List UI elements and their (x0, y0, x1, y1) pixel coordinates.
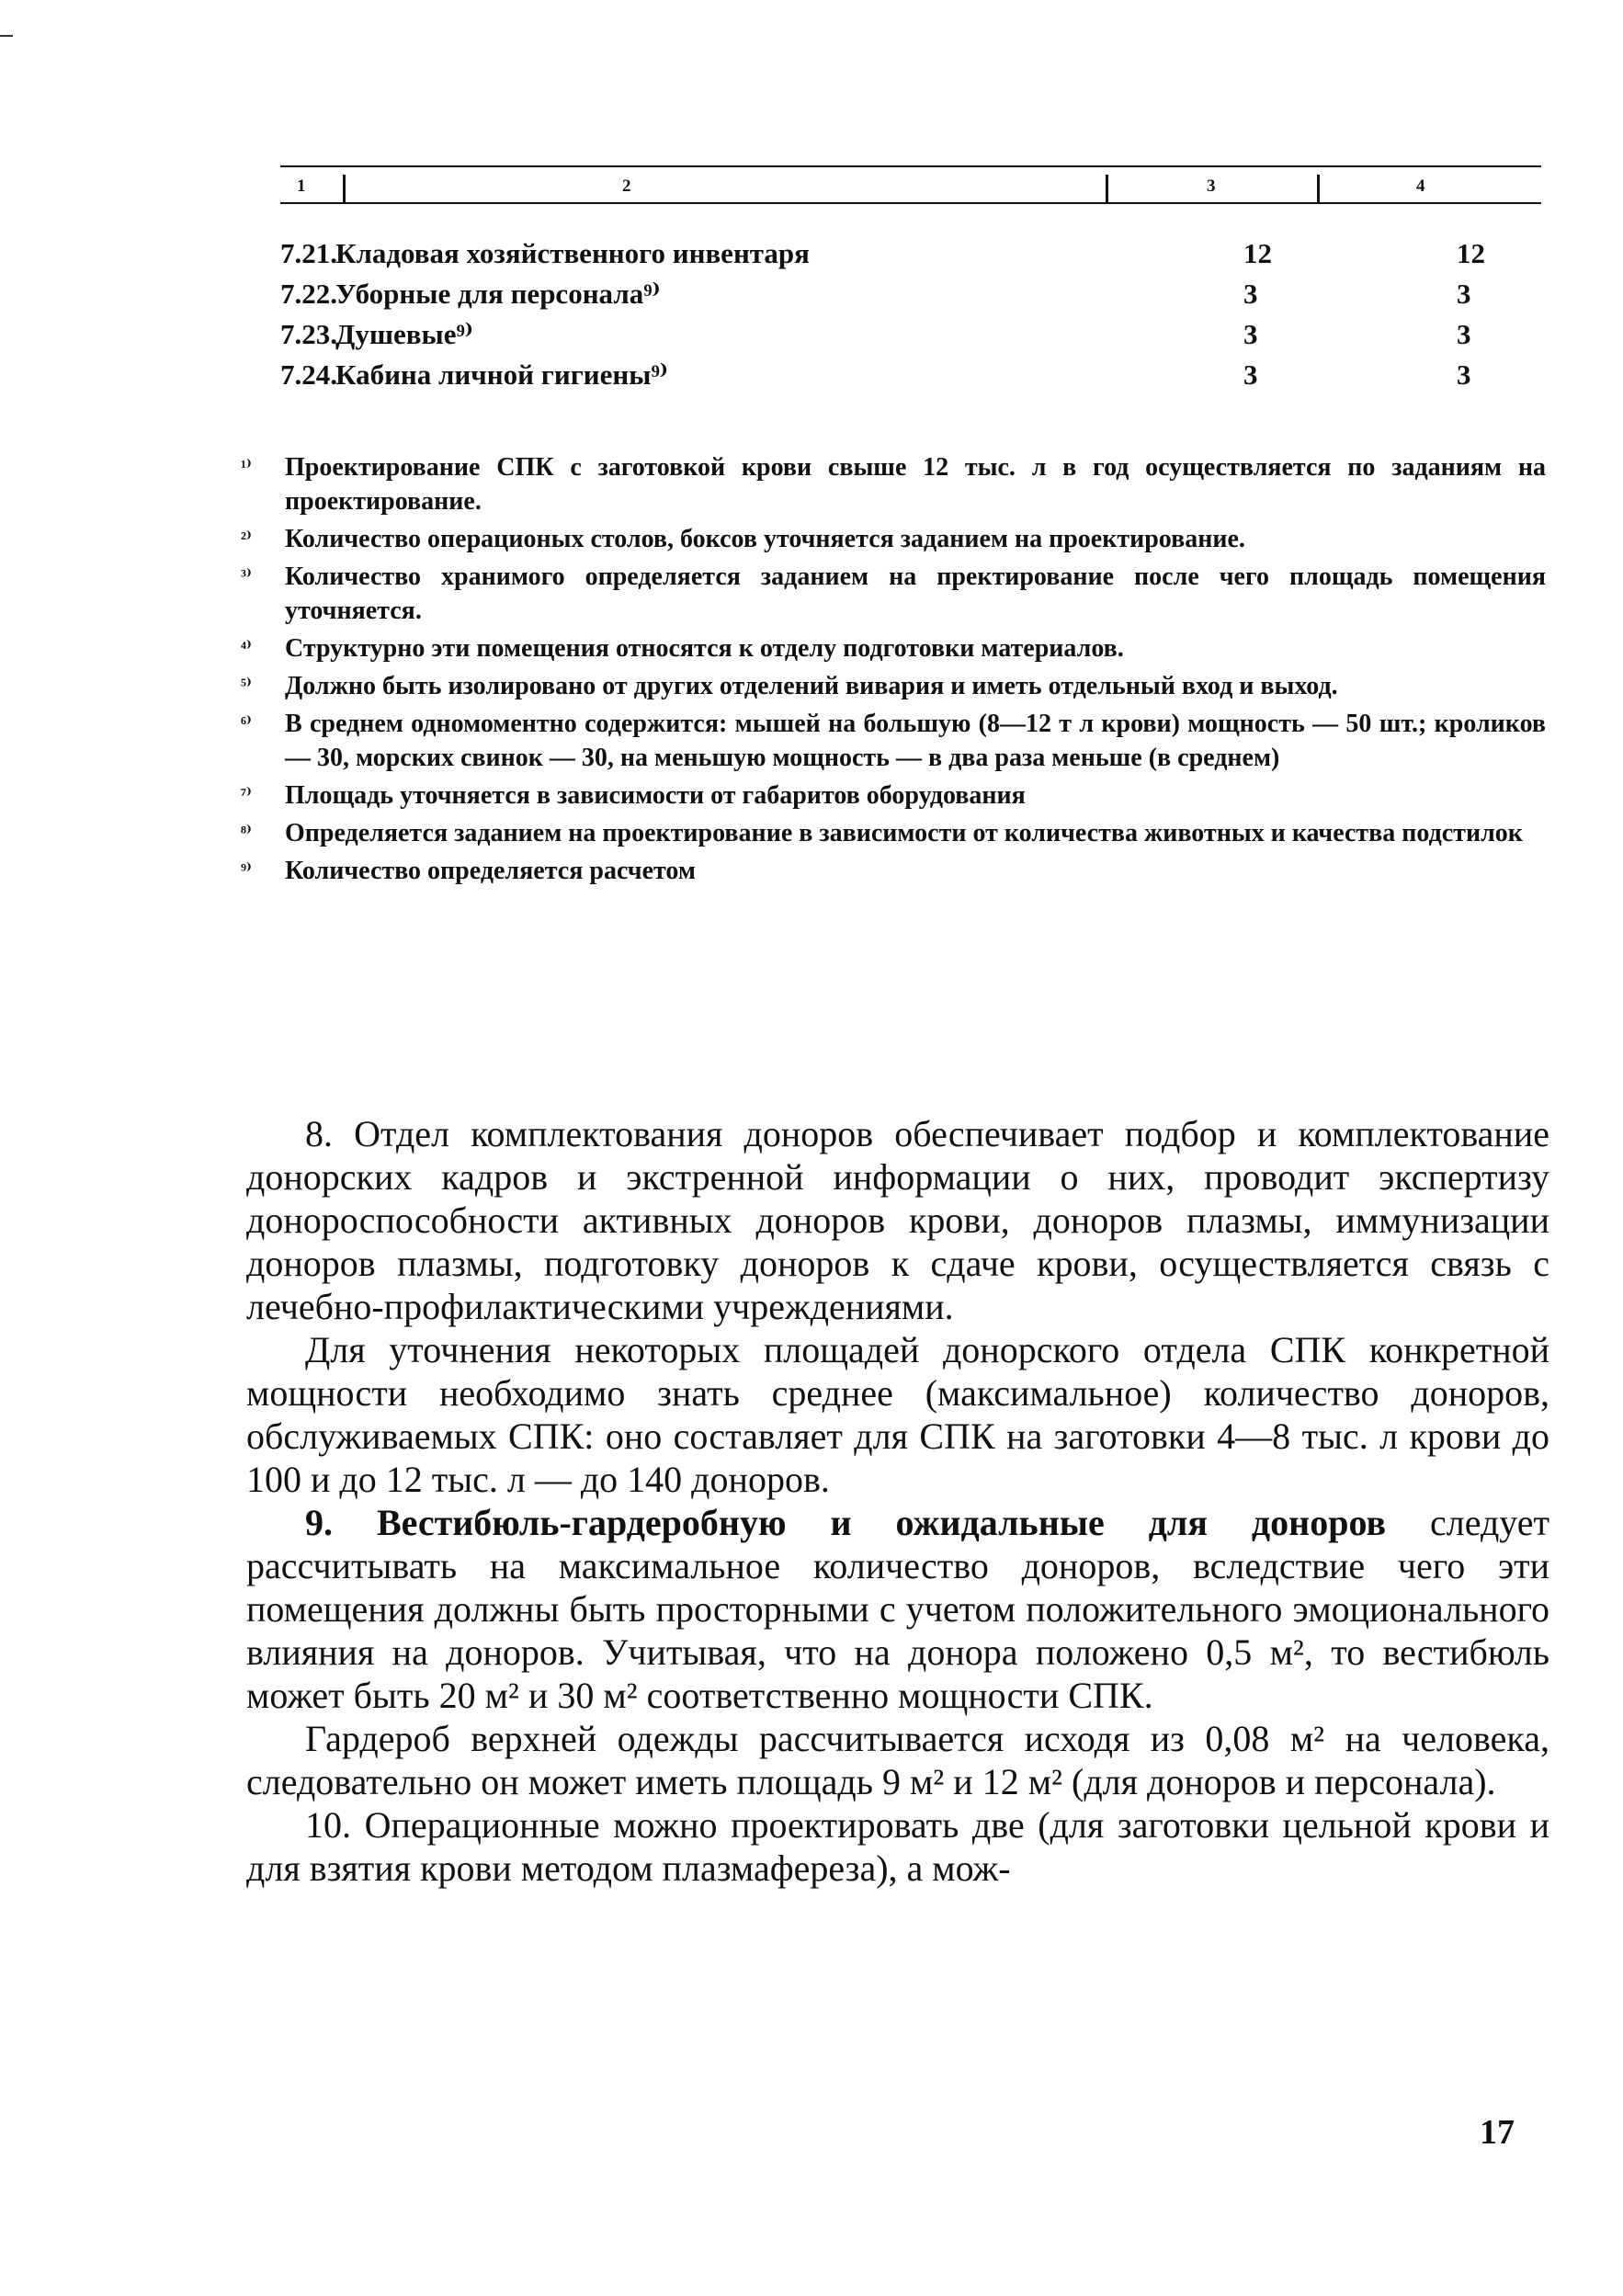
value-col-4: 3 (1457, 358, 1471, 391)
column-header-3: 3 (1207, 176, 1216, 196)
footnote-text: Количество операционых столов, боксов уточняется заданием на проектирование. (285, 525, 1245, 553)
room-name: Душевые⁹⁾ (335, 318, 473, 350)
row-number: 7.24. (280, 358, 337, 391)
footnote (241, 854, 1546, 888)
column-header-1: 1 (297, 176, 306, 196)
footnote-text: Количество определяется расчетом (285, 857, 696, 885)
footnotes (241, 450, 1546, 892)
table-row (280, 358, 1549, 399)
header-bottom-rule (280, 202, 1541, 204)
value-col-4: 3 (1457, 318, 1471, 350)
footnote-text: Количество хранимого определяется заданием на пректирование после чего площадь помещения уточняется. (285, 563, 1546, 625)
row-number: 7.23. (280, 318, 337, 350)
table-row (280, 278, 1549, 318)
footnote-mark: ³⁾ (241, 566, 252, 586)
footnote-mark: ⁵⁾ (241, 676, 252, 696)
header-divider (1106, 175, 1108, 204)
room-name: Кабина личной гигиены⁹⁾ (335, 358, 668, 391)
footnote-text: Определяется заданием на проектирование в зависимости от количества животных и качества подстилок (285, 819, 1523, 847)
paragraph-8: 8. Отдел комплектования доноров обеспечивает подбор и комплектование донорских кадров и экстренной информации о них, проводит экспертизу донороспособности активных доноров крови, доноров плазмы, иммунизации доноров плазмы, подготовку доноров к сдаче крови, осуществляется связь с лечебно-профилактическими учреждениями. (246, 1113, 1549, 1327)
main-text (246, 1112, 1549, 1890)
header-top-rule (280, 165, 1541, 167)
footnote (241, 779, 1546, 813)
table-row (280, 237, 1549, 278)
value-col-3: 3 (1243, 278, 1258, 310)
footnote (241, 560, 1546, 628)
footnote-mark: ¹⁾ (241, 457, 252, 477)
footnote-mark: ⁶⁾ (241, 713, 252, 733)
footnote (241, 707, 1546, 775)
value-col-3: 3 (1243, 318, 1258, 350)
value-col-4: 3 (1457, 278, 1471, 310)
value-col-3: 3 (1243, 358, 1258, 391)
paragraph-8-continued: Для уточнения некоторых площадей донорского отдела СПК конкретной мощности необходимо знать среднее (максимальное) количество доноров, обслуживаемых СПК: оно составляет для СПК на заготовки 4—8 тыс. л крови до 100 и до 12 тыс. л — до 140 доноров. (246, 1329, 1549, 1500)
footnote (241, 669, 1546, 703)
paragraph-10: 10. Операционные можно проектировать две (для заготовки цельной крови и для взятия крови методом плазмафереза), а мож- (246, 1804, 1549, 1889)
footnote (241, 816, 1546, 850)
column-header-4: 4 (1416, 176, 1425, 196)
row-number: 7.21. (280, 237, 337, 269)
footnote-mark: ⁸⁾ (241, 823, 252, 843)
value-col-4: 12 (1457, 237, 1485, 269)
footnote (241, 522, 1546, 556)
footnote-text: В среднем одномоментно содержится: мышей на большую (8—12 т л крови) мощность — 50 шт.; кроликов — 30, морских свинок — 30, на меньшую мощность — в два раза меньше (в среднем) (285, 710, 1546, 772)
paragraph-9-lead: 9. Вестибюль-гардеробную и ожидальные для доноров (305, 1502, 1387, 1543)
header-divider (343, 175, 346, 204)
column-header-2: 2 (622, 176, 631, 196)
value-col-3: 12 (1243, 237, 1272, 269)
footnote (241, 450, 1546, 518)
page-number: 17 (1480, 2113, 1515, 2152)
footnote-text: Проектирование СПК с заготовкой крови свыше 12 тыс. л в год осуществляется по заданиям на проектирование. (285, 453, 1546, 516)
scan-edge-mark (0, 35, 13, 37)
footnote (241, 631, 1546, 665)
row-number: 7.22. (280, 278, 337, 310)
footnote-mark: ⁴⁾ (241, 638, 252, 658)
table-header (280, 164, 1549, 206)
footnote-mark: ⁷⁾ (241, 785, 252, 805)
paragraph-9-continued: Гардероб верхней одежды рассчитывается исходя из 0,08 м² на человека, следовательно он может иметь площадь 9 м² и 12 м² (для доноров и персонала). (246, 1718, 1549, 1802)
footnote-text: Площадь уточняется в зависимости от габаритов оборудования (285, 781, 1026, 810)
footnote-text: Должно быть изолировано от других отделений вивария и иметь отдельный вход и выход. (285, 672, 1338, 700)
footnote-mark: ²⁾ (241, 529, 252, 549)
paragraph-9-text: следует рассчитывать на максимальное количество доноров, вследствие чего эти помещения должны быть просторными с учетом положительного эмоционального влияния на доноров. Учитывая, что на донора положено 0,5 м², то вестибюль может быть 20 м² и 30 м² соответственно мощности СПК. (246, 1502, 1550, 1716)
room-name: Кладовая хозяйственного инвентаря (335, 237, 810, 269)
footnote-mark: ⁹⁾ (241, 860, 252, 881)
table-row (280, 318, 1549, 358)
paragraph-9 (246, 1501, 1549, 1717)
footnote-text: Структурно эти помещения относятся к отделу подготовки материалов. (285, 634, 1124, 663)
room-name: Уборные для персонала⁹⁾ (335, 278, 661, 310)
table-body (280, 237, 1549, 399)
header-divider (1317, 175, 1320, 204)
